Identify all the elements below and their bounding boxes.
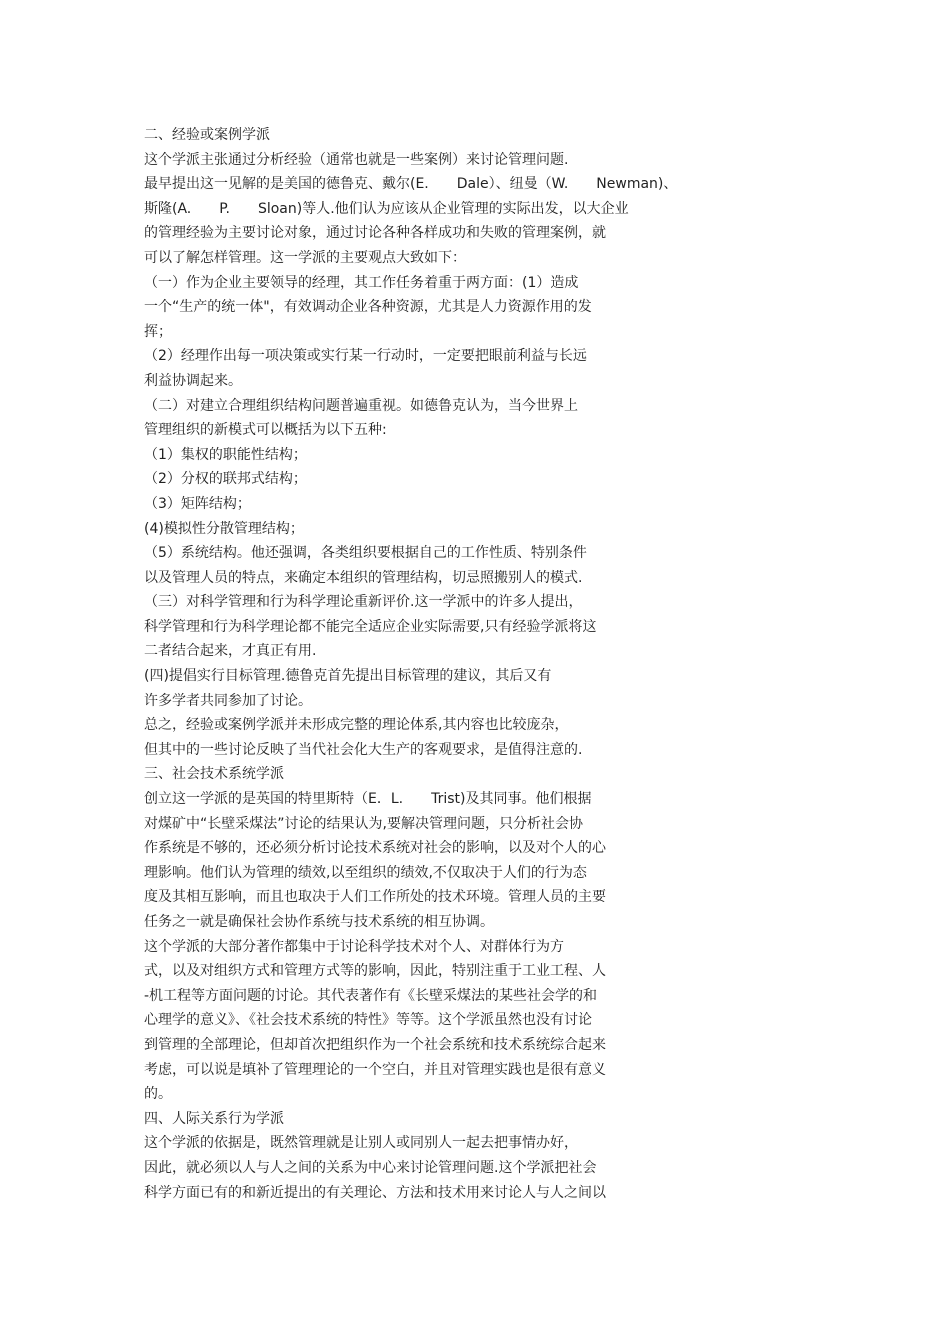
text-line: 可以了解怎样管理。这一学派的主要观点大致如下： xyxy=(144,249,466,266)
text-line: 度及其相互影响，而且也取决于人们工作所处的技术环境。管理人员的主要 xyxy=(144,889,606,906)
text-line: 这个学派的依据是，既然管理就是让别人或同别人一起去把事情办好， xyxy=(144,1135,578,1152)
list-item: （3）矩阵结构； xyxy=(144,495,251,512)
text-line: 以及管理人员的特点，来确定本组织的管理结构，切忌照搬别人的模式. xyxy=(144,569,583,586)
text-line: 许多学者共同参加了讨论。 xyxy=(144,692,312,709)
text-line: 二者结合起来，才真正有用. xyxy=(144,643,317,660)
text-line: 心理学的意义》、《社会技术系统的特性》等等。这个学派虽然也没有讨论 xyxy=(144,1012,592,1029)
text-line: 到管理的全部理论，但却首次把组织作为一个社会系统和技术系统综合起来 xyxy=(144,1036,606,1053)
text-line: 管理组织的新模式可以概括为以下五种: xyxy=(144,422,387,439)
text-line: 最早提出这一见解的是美国的德鲁克、戴尔(E. Dale）、纽曼（W. Newman)、 xyxy=(144,176,678,193)
text-line: 因此，就必须以人与人之间的关系为中心来讨论管理问题.这个学派把社会 xyxy=(144,1159,597,1176)
text-line: 的。 xyxy=(144,1086,172,1103)
document-page xyxy=(144,123,724,1205)
text-line: （2）经理作出每一项决策或实行某一行动时，一定要把眼前利益与长远 xyxy=(144,348,587,365)
text-line: 式，以及对组织方式和管理方式等的影响，因此，特别注重于工业工程、人 xyxy=(144,963,606,980)
text-line: 理影响。他们认为管理的绩效,以至组织的绩效,不仅取决于人们的行为态 xyxy=(144,864,587,881)
text-line: （二）对建立合理组织结构问题普遍重视。如德鲁克认为，当今世界上 xyxy=(144,397,578,414)
text-line: 总之，经验或案例学派并未形成完整的理论体系,其内容也比较庞杂， xyxy=(144,717,569,734)
list-item: （1）集权的职能性结构； xyxy=(144,446,307,463)
text-line: 这个学派主张通过分析经验（通常也就是一些案例）来讨论管理问题. xyxy=(144,151,569,168)
text-line: 科学管理和行为科学理论都不能完全适应企业实际需要,只有经验学派将这 xyxy=(144,618,597,635)
text-line: 考虑，可以说是填补了管理理论的一个空白，并且对管理实践也是很有意义 xyxy=(144,1061,606,1078)
text-line: 科学方面已有的和新近提出的有关理论、方法和技术用来讨论人与人之间以 xyxy=(144,1184,606,1201)
text-line: 创立这一学派的是英国的特里斯特（E．L. Trist)及其同事。他们根据 xyxy=(144,791,592,808)
section-heading: 二、经验或案例学派 xyxy=(144,127,270,143)
text-line: 斯隆(A. P. Sloan)等人.他们认为应该从企业管理的实际出发，以大企业 xyxy=(144,200,629,217)
text-line: 利益协调起来。 xyxy=(144,372,242,389)
text-line: 作系统是不够的，还必须分析讨论技术系统对社会的影响，以及对个人的心 xyxy=(144,840,606,857)
text-line: 任务之一就是确保社会协作系统与技术系统的相互协调。 xyxy=(144,914,494,930)
text-line: （三）对科学管理和行为科学理论重新评价.这一学派中的许多人提出， xyxy=(144,594,583,611)
list-item: （2）分权的联邦式结构； xyxy=(144,471,307,488)
text-line: 这个学派的大部分著作都集中于讨论科学技术对个人、对群体行为方 xyxy=(144,938,564,955)
text-line: （一）作为企业主要领导的经理，其工作任务着重于两方面：(1）造成 xyxy=(144,274,579,291)
section-heading: 四、人际关系行为学派 xyxy=(144,1110,284,1127)
text-line: 挥； xyxy=(144,323,172,340)
text-line: 但其中的一些讨论反映了当代社会化大生产的客观要求，是值得注意的. xyxy=(144,741,583,758)
list-item: (4)模拟性分散管理结构； xyxy=(144,520,304,537)
text-line: 一个“生产的统一体"，有效调动企业各种资源，尤其是人力资源作用的发 xyxy=(144,299,592,316)
section-heading: 三、社会技术系统学派 xyxy=(144,766,284,783)
text-line: (四)提倡实行目标管理.德鲁克首先提出目标管理的建议，其后又有 xyxy=(144,668,552,685)
list-item: （5）系统结构。他还强调，各类组织要根据自己的工作性质、特别条件 xyxy=(144,545,587,562)
text-line: 对煤矿中“长壁采煤法”讨论的结果认为,要解决管理问题，只分析社会协 xyxy=(144,815,583,832)
text-line: -机工程等方面问题的讨论。其代表著作有《长壁采煤法的某些社会学的和 xyxy=(144,987,598,1004)
text-line: 的管理经验为主要讨论对象，通过讨论各种各样成功和失败的管理案例，就 xyxy=(144,225,606,242)
